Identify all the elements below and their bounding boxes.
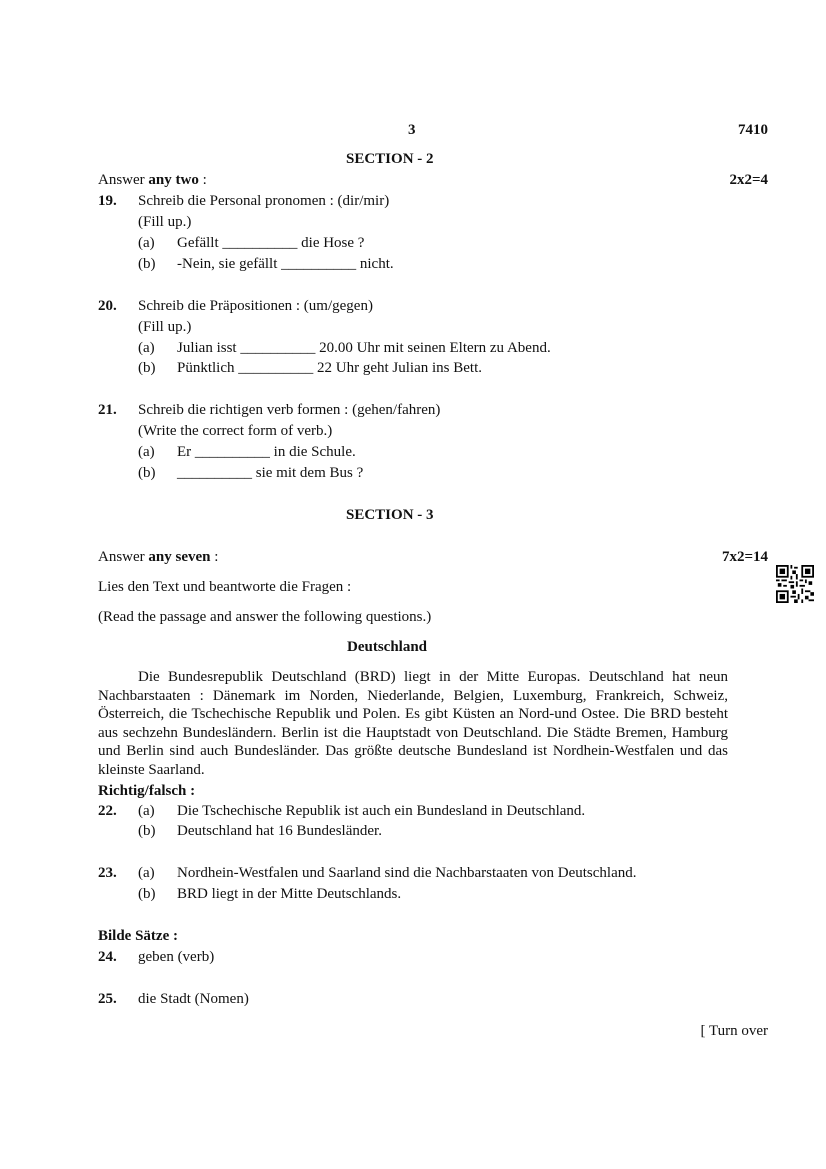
question-19-number: 19. (98, 193, 117, 209)
question-25-text: die Stadt (Nomen) (138, 991, 249, 1007)
question-19-note: (Fill up.) (138, 214, 192, 230)
question-25-number: 25. (98, 991, 117, 1007)
instruction-bold: any seven (148, 549, 211, 565)
question-22-b-text: Deutschland hat 16 Bundesländer. (177, 823, 382, 839)
reading-prompt-english: (Read the passage and answer the following questions.) (98, 609, 432, 625)
question-21-text: Schreib die richtigen verb formen : (gehen/fahren) (138, 402, 441, 418)
question-23-b-text: BRD liegt in der Mitte Deutschlands. (177, 886, 402, 902)
section-2-marks: 2x2=4 (729, 172, 768, 188)
page-number: 3 (408, 122, 416, 138)
question-21-a-label: (a) (138, 444, 155, 460)
question-21-a-text: Er __________ in die Schule. (177, 444, 356, 460)
question-24-text: geben (verb) (138, 949, 215, 965)
question-22-number: 22. (98, 803, 117, 819)
instruction-bold: any two (148, 172, 199, 188)
paper-code: 7410 (738, 122, 768, 138)
question-21-number: 21. (98, 402, 117, 418)
instruction-prefix: Answer (98, 549, 149, 565)
question-22-a-label: (a) (138, 803, 155, 819)
question-24-number: 24. (98, 949, 117, 965)
question-19-b-text: -Nein, sie gefällt __________ nicht. (177, 256, 394, 272)
question-22-a-text: Die Tschechische Republik ist auch ein Bundesland in Deutschland. (177, 803, 586, 819)
question-23-a-text: Nordhein-Westfalen und Saarland sind die Nachbarstaaten von Deutschland. (177, 865, 637, 881)
question-19-b-label: (b) (138, 256, 156, 272)
passage-title: Deutschland (347, 639, 428, 655)
question-20-b-text: Pünktlich __________ 22 Uhr geht Julian ins Bett. (177, 360, 482, 376)
richtig-falsch-heading: Richtig/falsch : (98, 783, 196, 799)
passage-text: Die Bundesrepublik Deutschland (BRD) liegt in der Mitte Europas. Deutschland hat neun Nachbarstaaten : Dänemark im Norden, Niederlande, Belgien, Luxemburg, Frankreich, Schweiz, Österreich, die Tschechische Republik und Polen. Es gibt Küsten an Nord-und Ostee. Die BRD besteht aus sechzehn Bundesländern. Berlin ist die Hauptstadt von Deutschland. Die Städte Bremen, Hamburg und Berlin sind auch Bundesländer. Das größte deutsche Bundesland ist Nordhein-Westfalen und das kleinste Saarland. (98, 669, 728, 778)
question-19-a-text: Gefällt __________ die Hose ? (177, 235, 365, 251)
question-20-note: (Fill up.) (138, 319, 192, 335)
section-3-marks: 7x2=14 (721, 549, 768, 565)
question-23-a-label: (a) (138, 865, 155, 881)
question-21-note: (Write the correct form of verb.) (138, 423, 333, 439)
question-20-a-text: Julian isst __________ 20.00 Uhr mit seinen Eltern zu Abend. (177, 340, 551, 356)
question-20-text: Schreib die Präpositionen : (um/gegen) (138, 298, 373, 314)
instruction-prefix: Answer (98, 172, 149, 188)
qr-code-icon (776, 565, 814, 603)
instruction-suffix: : (210, 549, 219, 565)
question-20-number: 20. (98, 298, 117, 314)
turn-over-note: [ Turn over (700, 1023, 768, 1039)
section-2-instruction (98, 172, 207, 189)
question-20-b-label: (b) (138, 360, 156, 376)
question-21-b-text: __________ sie mit dem Bus ? (177, 465, 364, 481)
question-21-b-label: (b) (138, 465, 156, 481)
question-22-b-label: (b) (138, 823, 156, 839)
question-19-text: Schreib die Personal pronomen : (dir/mir) (138, 193, 390, 209)
reading-prompt-german: Lies den Text und beantworte die Fragen : (98, 579, 352, 595)
section-3-instruction (98, 549, 218, 566)
question-20-a-label: (a) (138, 340, 155, 356)
bilde-saetze-heading: Bilde Sätze : (98, 928, 178, 944)
question-19-a-label: (a) (138, 235, 155, 251)
question-23-b-label: (b) (138, 886, 156, 902)
section-2-title: SECTION - 2 (346, 151, 434, 167)
instruction-suffix: : (198, 172, 207, 188)
section-3-title: SECTION - 3 (346, 507, 434, 523)
question-23-number: 23. (98, 865, 117, 881)
